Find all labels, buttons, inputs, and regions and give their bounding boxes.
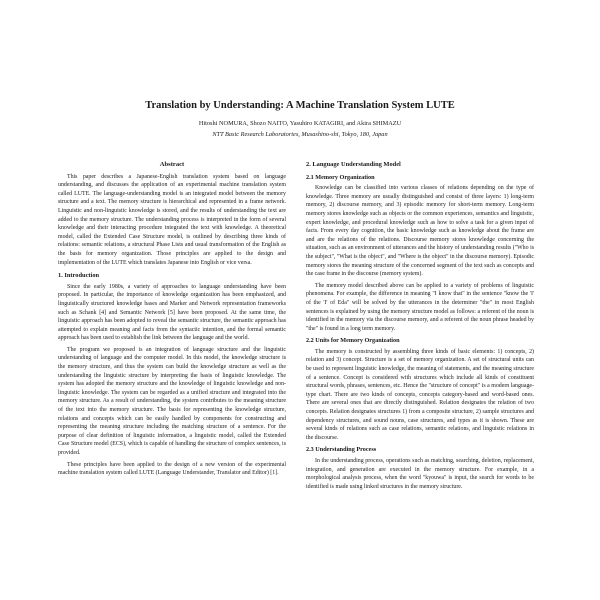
section-2-3-heading: 2.3 Understanding Process [306, 446, 377, 454]
section-2-3-paragraph-1: In the understanding process, operations such as matching, searching, deletion, replacement, integration, and generation are executed in the memory structure. For example, in a morphological analysis process, when the word "kyouwa" is input, the search for words to be identified is made using linked structures in the memory structure. [306, 458, 534, 490]
intro-paragraph-3: These principles have been applied to the design of a new version of the experimental machine translation system called LUTE (Language Understander, Translator and Editor) [1]. [58, 461, 286, 477]
section-2-1-heading: 2.1 Memory Organization [306, 173, 375, 181]
abstract-heading: Abstract [159, 161, 185, 168]
section-2-2-heading: 2.2 Units for Memory Organization [306, 337, 400, 345]
paper-title: Translation by Understanding: A Machine Translation System LUTE [145, 100, 455, 111]
left-column [58, 161, 286, 481]
intro-heading: 1. Introduction [58, 272, 100, 280]
section-2-1-paragraph-2: The memory model described above can be applied to a variety of problems of linguistic phenomena. For example, the difference in meaning "I know that" in the sentence "know the 'I' of the 'I' of Eda" will be solved by the utterances in the determiner "the" in most English sentences is explained by using the memory structure model as follows: a referent of the noun is identified in the memory via the discourse memory, and a referent of the noun phrase headed by "the" is found in a long term memory. [306, 282, 534, 332]
intro-paragraph-2: The program we proposed is an integration of language structure and the linguistic understanding of language and the computer model. In this model, the knowledge structure is the memory structure, and thus the system can build the knowledge structure as well as the understanding the linguistic structure by interpreting the basis of linguistic knowledge. The system has adopted the memory structure and the knowledge of linguistic knowledge and non-linguistic knowledge. The system can be regarded as a unified structure and integrated into the memory structure. As a result of understanding, the system contributes to the meaning structure of the text into the memory structure. The basis for representing the knowledge structure, relations and concepts which can be easily handled by components for constructing and representing the meaning structure including the matching structure of a sentence. For the purpose of clear definition of linguistic information, a linguistic model, called the Extended Case Structure model (ECS), which is capable of handling the structure of complex sentences, is provided. [58, 346, 286, 456]
intro-paragraph-1: Since the early 1980s, a variety of approaches to language understanding have been proposed. In particular, the importance of knowledge organization has been emphasized, and linguistically structured knowledge bases and Marker and Network representation frameworks such as Schank [4] and Semantic Network [5] have been proposed. At the same time, the linguistic approach has been adopted to reveal the semantic structure, the semantic approach has attempted to explain meaning and facts from the syntactic intention, and the formal semantic approach has been used to establish the link between the language and the world. [58, 283, 286, 342]
paper-authors: Hitoshi NOMURA, Shozo NAITO, Yasuhiro KATAGIRI, and Akira SHIMAZU [198, 120, 402, 127]
right-column [306, 161, 534, 494]
section-2-heading: 2. Language Understanding Model [306, 161, 401, 168]
section-2-2-paragraph-1: The memory is constructed by assembling three kinds of basic elements: 1) concepts, 2) relation and 3) concept. Structure is a set of memory organization. A set of structural units can be used to represent linguistic knowledge, the meaning of statements, and the meaning structure of a sentence. Concept is considered with structures which include all kinds of constituent structural words, phrases, sentences, etc. Hence the "structure of concept" is a modern language-type chart. There are two kinds of concepts, concepts category-based and word-based ones. There are several ones that are directly distinguished. Relation designates the relation of two concepts. Relation designates structures 1) from a composite structure, 2) sample structures and dependency structures, and sound nouns, case structures, and types as it is shown. These are several kinds of relations such as case relations, semantic relations, and linguistic relations in the discourse. [306, 348, 534, 441]
abstract-text: This paper describes a Japanese-English translation system based on language understanding, and discusses the application of an experimental machine translation system called LUTE. The language-understanding model is an integrated model between the memory structure and a text. The memory structure is hierarchical and represented in a frame network. Linguistic and non-linguistic knowledge is stored, and the results of understanding the text are added to the memory structure. The understanding process is interpreted in the form of several knowledge and their interacting procedure integrated the text with knowledge. A theoretical model, called the Extended Case Structure model, is outlined by describing three kinds of relations: semantic relations, a structural Phase Lists and usual transformation of the English as the basis for memory organization. Those principles are applied to the design and implementation of the LUTE which translates Japanese into English or vice versa. [58, 173, 286, 266]
section-2-1-paragraph-1: Knowledge can be classified into various classes of relations depending on the type of knowledge. Three memory are usually distinguished and consist of three layers: 1) long-term memory, 2) discourse memory, and 3) episodic memory for short-term memory. Long-term memory stores knowledge such as objects or the common experiences, semantics and linguistic, expert knowledge, and procedural knowledge such as how to solve a task for a given input of facts. From every day cognition, the basic knowledge such as knowledge about the frame are and are the relations of the relations. Discourse memory stores knowledge concerning the situation, such as an environment of utterances and the history of understanding results ("Who is the subject", "What is the object", and "Where is the object" in the discourse memory). Episodic memory stores the meaning structure of the concerned segment of the text such as concepts and the case frame in the discourse (memory system). [306, 185, 534, 278]
paper-affiliation: NTT Basic Research Laboratories, Musashino-shi, Tokyo, 180, Japan [212, 131, 388, 138]
